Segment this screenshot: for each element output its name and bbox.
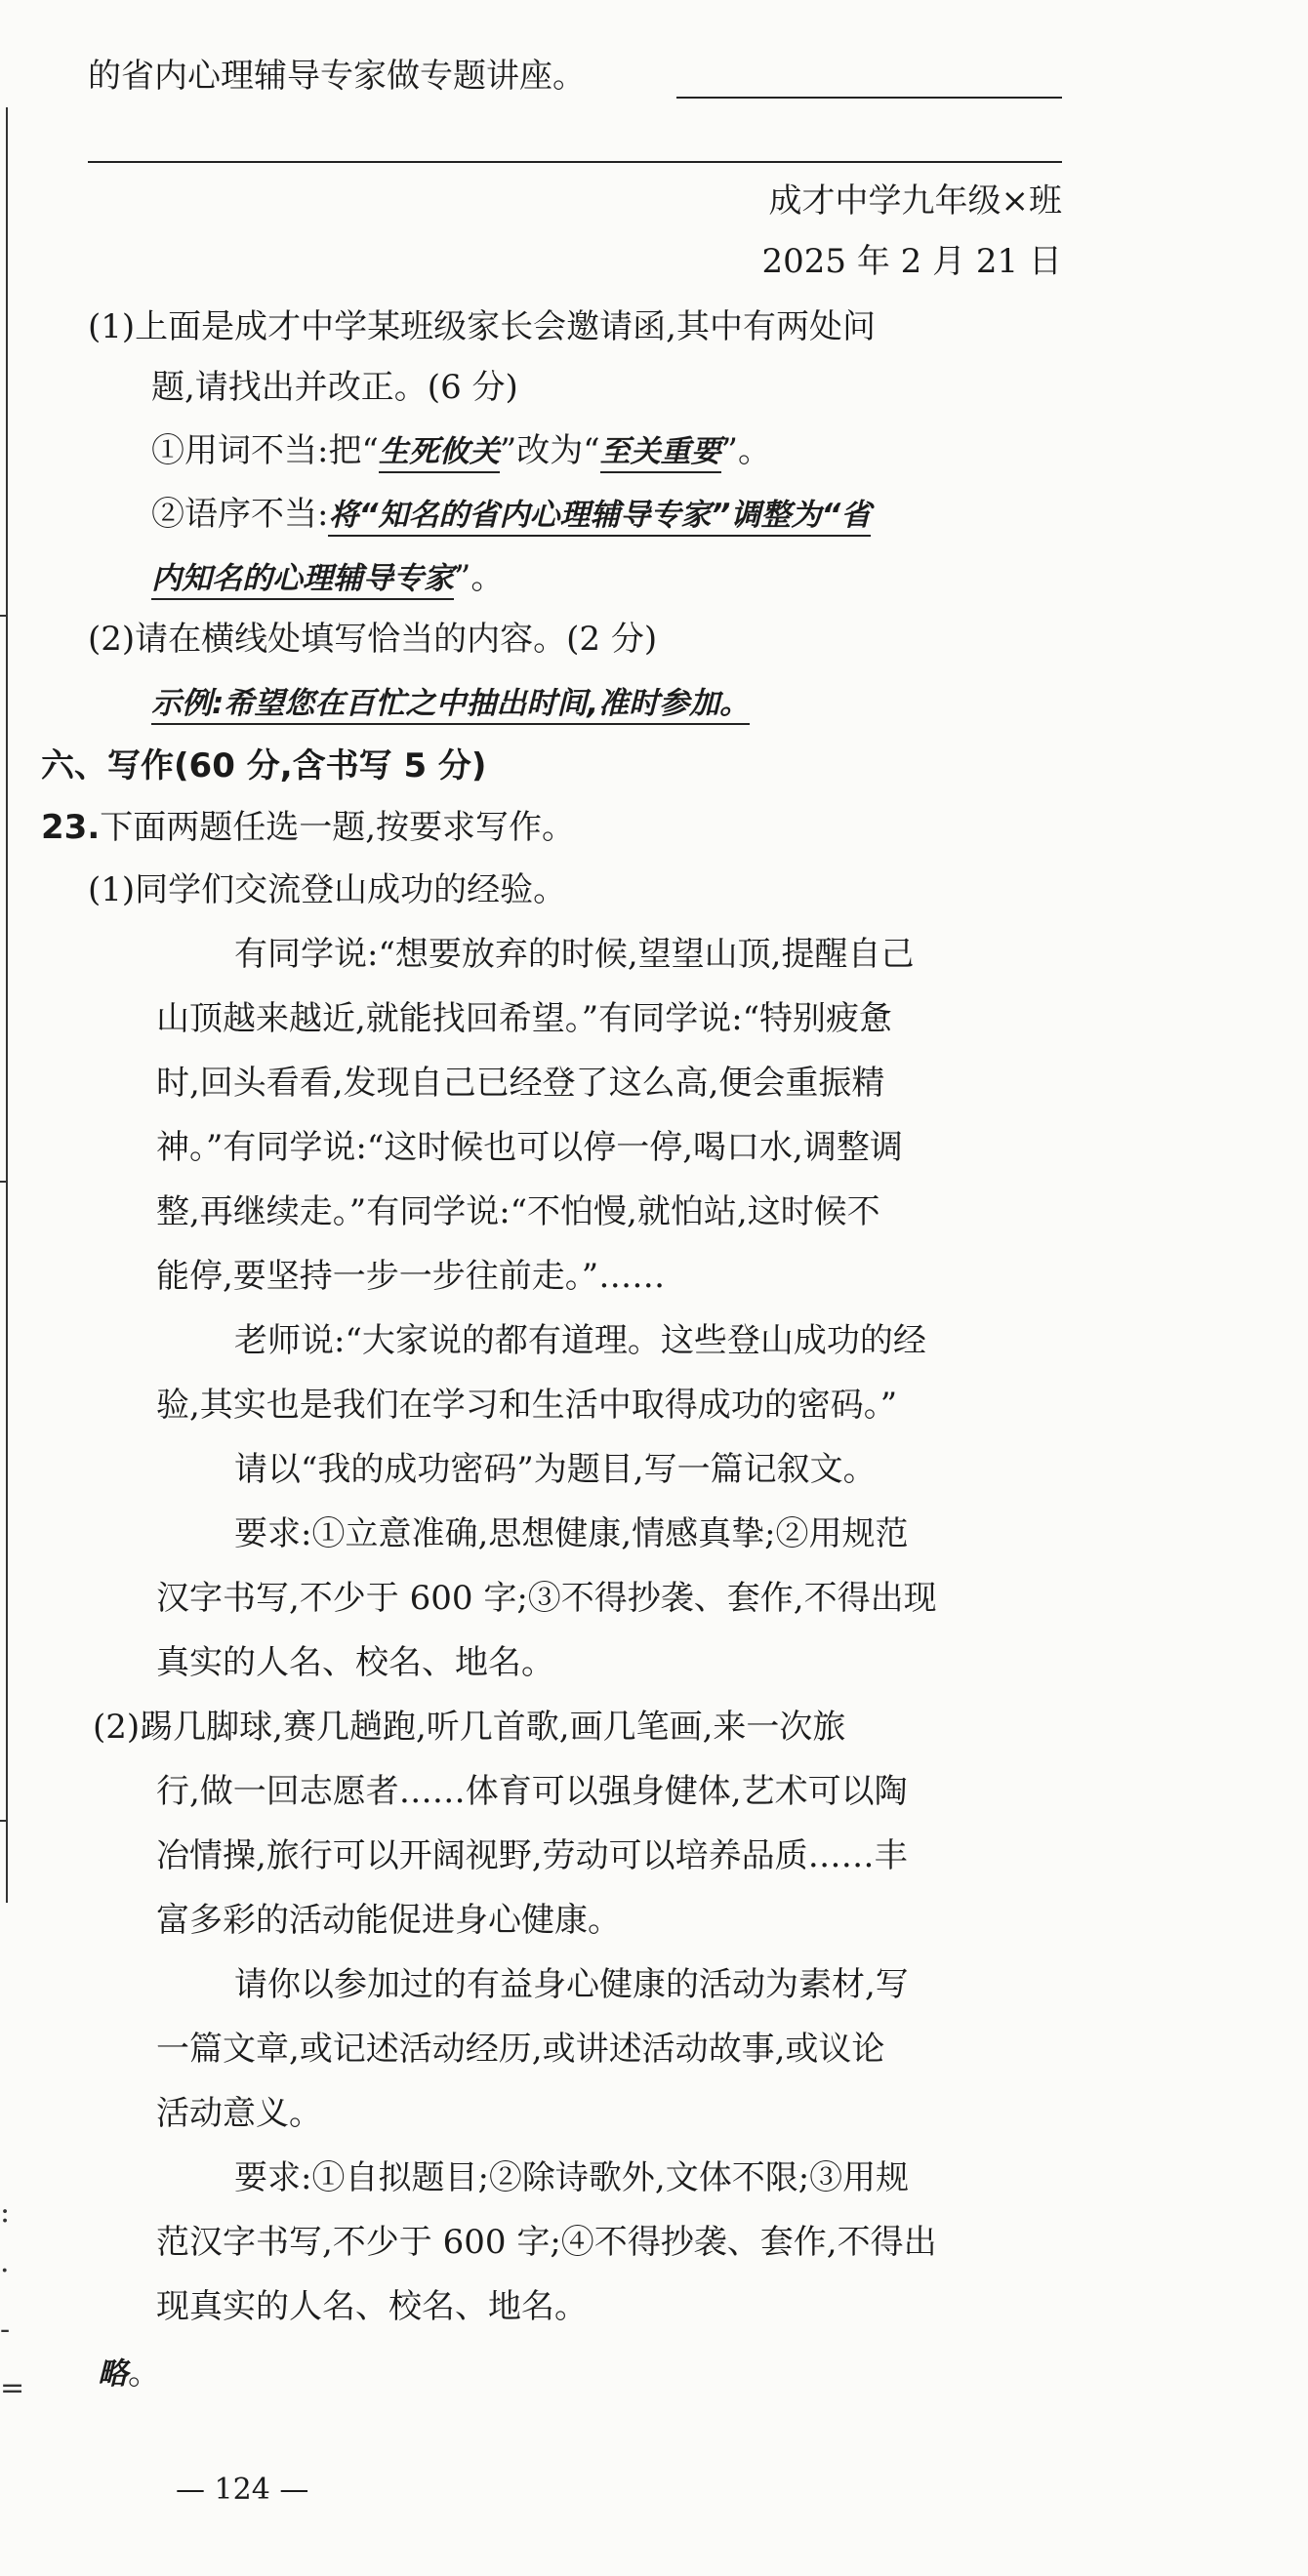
invite-tail-line: 的省内心理辅导专家做专题讲座。 [88, 57, 586, 96]
q23-option2-line: 请你以参加过的有益身心健康的活动为素材,写 [234, 1965, 909, 2004]
invite-signature: 成才中学九年级×班 [768, 181, 1062, 221]
q23-option1-line: 山顶越来越近,就能找回希望。”有同学说:“特别疲惫 [156, 999, 893, 1038]
q23-option1-line: 请以“我的成功密码”为题目,写一篇记叙文。 [234, 1450, 877, 1489]
binding-edge-tick [0, 1820, 8, 1822]
q23-option2-line: 范汉字书写,不少于 600 字;④不得抄袭、套作,不得出 [156, 2223, 937, 2262]
q23-option2-line: 行,做一回志愿者……体育可以强身健体,艺术可以陶 [156, 1772, 908, 1811]
q23-heading [41, 806, 575, 849]
q23-option2-line: 富多彩的活动能促进身心健康。 [156, 1901, 621, 1940]
q1-answer-2-suffix: ”。 [454, 558, 505, 597]
q23-option2-line: (2)踢几脚球,赛几趟跑,听几首歌,画几笔画,来一次旅 [93, 1708, 846, 1747]
q1-answer-2-line1 [151, 493, 871, 537]
q23-option1-line: 有同学说:“想要放弃的时候,望望山顶,提醒自己 [234, 935, 915, 974]
page-number: — 124 — [176, 2473, 309, 2507]
blank-fill-line [676, 97, 1062, 99]
q23-option1-title: (1)同学们交流登山成功的经验。 [88, 870, 567, 909]
binding-edge-tick [0, 615, 8, 617]
q23-option2-line: 要求:①自拟题目;②除诗歌外,文体不限;③用规 [234, 2158, 910, 2197]
binding-edge-glyph: - [0, 2313, 11, 2347]
q23-answer [98, 2352, 161, 2395]
q23-option2-line: 活动意义。 [156, 2094, 322, 2133]
q2-answer-text: 示例:希望您在百忙之中抽出时间,准时参加。 [151, 686, 750, 725]
q23-answer-text: 略 [98, 2356, 128, 2392]
q23-option1-line: 能停,要坚持一步一步往前走。”…… [156, 1257, 666, 1296]
q1-answer-1-prefix: ①用词不当:把“ [151, 431, 379, 470]
q23-option1-line: 汉字书写,不少于 600 字;③不得抄袭、套作,不得出现 [156, 1579, 937, 1618]
q1-prompt-line2: 题,请找出并改正。(6 分) [151, 368, 518, 407]
q23-instruction: 下面两题任选一题,按要求写作。 [100, 808, 576, 847]
binding-edge-glyph: · [0, 2254, 10, 2288]
section-title: 六、写作(60 分,含书写 5 分) [41, 746, 487, 785]
q1-answer-1-suffix: ”。 [720, 431, 771, 470]
invite-date: 2025 年 2 月 21 日 [761, 242, 1062, 281]
q23-option1-line: 时,回头看看,发现自己已经登了这么高,便会重振精 [156, 1064, 885, 1103]
binding-edge-glyph: : [0, 2195, 11, 2230]
binding-edge-tick [0, 1181, 8, 1183]
q1-answer-2-text1: 将“知名的省内心理辅导专家”调整为“省 [328, 498, 871, 537]
q23-option1-line: 要求:①立意准确,思想健康,情感真挚;②用规范 [234, 1514, 909, 1553]
q23-option2-line: 现真实的人名、校名、地名。 [156, 2287, 588, 2326]
q23-option1-line: 整,再继续走。”有同学说:“不怕慢,就怕站,这时候不 [156, 1192, 880, 1231]
q23-answer-punct: 。 [128, 2354, 161, 2393]
q1-answer-2-prefix: ②语序不当: [151, 495, 329, 534]
q23-option1-line: 神。”有同学说:“这时候也可以停一停,喝口水,调整调 [156, 1128, 903, 1167]
q23-option2-line: 一篇文章,或记述活动经历,或讲述活动故事,或议论 [156, 2030, 885, 2069]
binding-edge-line [6, 107, 8, 1903]
binding-edge-glyph: = [0, 2371, 25, 2405]
blank-fill-line-full [88, 161, 1062, 163]
q1-answer-1 [151, 429, 771, 473]
q23-option1-line: 真实的人名、校名、地名。 [156, 1643, 554, 1682]
q23-option2-line: 冶情操,旅行可以开阔视野,劳动可以培养品质……丰 [156, 1836, 908, 1875]
q1-answer-2-line2 [151, 556, 504, 600]
q2-answer [151, 681, 750, 725]
q23-option1-line: 验,其实也是我们在学习和生活中取得成功的密码。” [156, 1386, 898, 1425]
q1-answer-2-text2: 内知名的心理辅导专家 [151, 561, 454, 600]
q23-option1-line: 老师说:“大家说的都有道理。这些登山成功的经 [234, 1321, 926, 1360]
q1-answer-1-mid: ”改为“ [499, 431, 600, 470]
q23-number: 23. [41, 808, 101, 847]
q1-answer-1-word2: 至关重要 [600, 434, 721, 473]
q1-prompt-line1: (1)上面是成才中学某班级家长会邀请函,其中有两处问 [88, 307, 876, 346]
q2-prompt: (2)请在横线处填写恰当的内容。(2 分) [88, 620, 658, 659]
q1-answer-1-word1: 生死攸关 [379, 434, 500, 473]
